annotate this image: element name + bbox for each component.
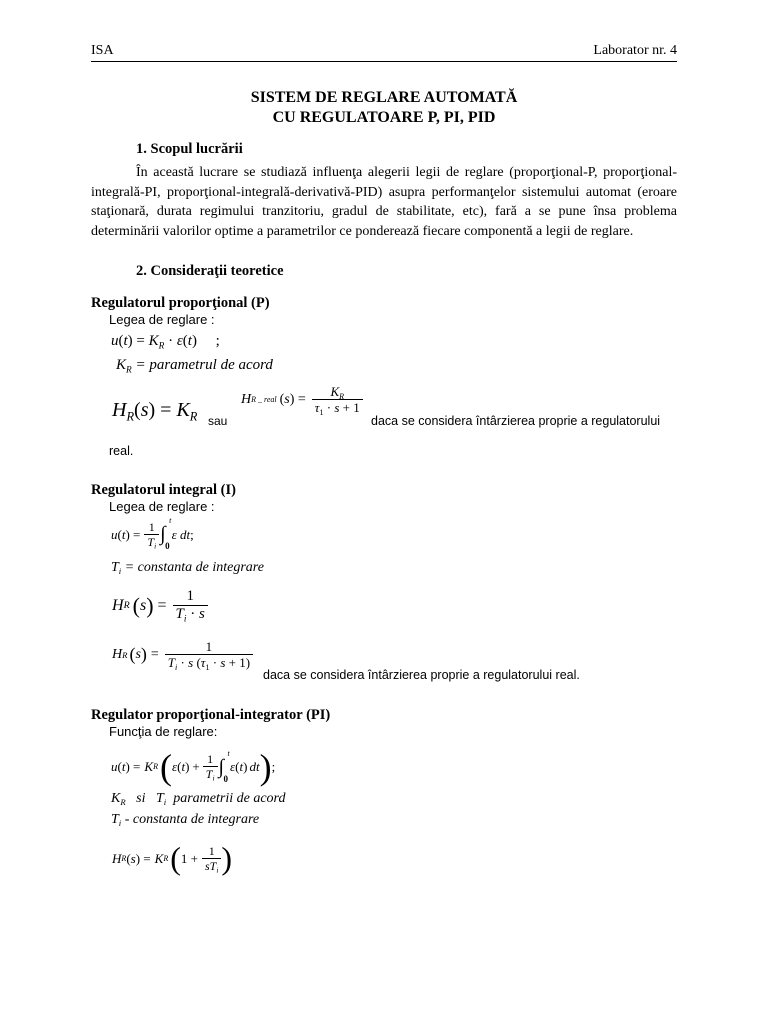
p-kr-description: parametrul de acord xyxy=(149,357,273,373)
pi-regulator-heading: Regulator proporţional-integrator (PI) xyxy=(91,707,331,723)
p-delay-note: daca se considera întârzierea proprie a regulatorului xyxy=(371,414,661,428)
i-real-transfer-function: H R ( s ) = $\frac{1}{T_i \cdot s (\tau_1 \cdot s + 1)}$ xyxy=(112,640,253,669)
pi-si: si xyxy=(136,791,146,806)
header-rule xyxy=(91,61,677,62)
pi-law-label: Funcţia de reglare: xyxy=(109,724,218,739)
document-title-line1: SISTEM DE REGLARE AUTOMATĂ xyxy=(250,89,518,106)
pi-law-equation: u ( t ) = K R ( ε ( t ) + $\frac{1}{T_i}$ ∫ t 0 ε(t) dt ) ; xyxy=(111,747,276,787)
i-delay-note: daca se considera întârzierea proprie a regulatorului real. xyxy=(263,668,580,682)
p-transfer-function: $H_R(s) = K_R$ xyxy=(112,399,198,424)
pi-transfer-function: H R ( s ) = K R ( 1 + $\frac{1}{sT_i}$ ) xyxy=(112,840,233,876)
i-law-label: Legea de reglare : xyxy=(109,499,215,514)
section-heading-scope: 1. Scopul lucrării xyxy=(136,141,243,157)
pi-ti-description: - constanta de integrare xyxy=(124,812,260,827)
p-regulator-heading: Regulatorul proporţional (P) xyxy=(91,295,270,311)
section-paragraph-scope: În această lucrare se studiază influenţa alegerii legii de reglare (proporţional-P, proporţional-integrală-PI, proporţional-integrală-derivativă-PID) asupra performanţelor sistemului automat (eroare staţionară, durata regimului tranzitoriu, gradul de stabilitate, etc), fară a se pune însa problema determinării valorilor optime a parametrilor ce ponderează fiecare componentă a legii de reglare. xyxy=(91,165,677,239)
i-ti-definition: $T_i$ = constanta de integrare xyxy=(111,560,264,577)
i-transfer-function: H R ( s ) = $\frac{1}{T_i \cdot s}$ xyxy=(112,589,208,623)
pi-params-definition: $K_R$ si $T_i$ parametrii de acord xyxy=(111,791,286,808)
p-sau: sau xyxy=(208,414,228,428)
p-delay-note-cont: real. xyxy=(109,444,134,458)
pi-params-description: parametrii de acord xyxy=(173,791,286,806)
i-ti-description: constanta de integrare xyxy=(137,560,264,575)
header-right: Laborator nr. 4 xyxy=(593,43,677,58)
p-law-label: Legea de reglare : xyxy=(109,312,215,327)
pi-ti-definition: $T_i$ - constanta de integrare xyxy=(111,812,260,829)
i-regulator-heading: Regulatorul integral (I) xyxy=(91,482,236,498)
p-law-equation: $u(t) = K_R \cdot \varepsilon(t)$ ; xyxy=(111,333,220,352)
p-real-transfer-function: H R _ real (s) = $\frac{K_R}{\tau_1 \cdot s + 1}$ xyxy=(241,385,363,414)
p-kr-definition: $K_R$ = parametrul de acord xyxy=(116,357,273,376)
i-law-equation: u ( t ) = $\frac{1}{T_i}$ ∫ t 0 ε dt; xyxy=(111,516,194,552)
section-heading-theory: 2. Consideraţii teoretice xyxy=(136,263,284,279)
header-left: ISA xyxy=(91,43,114,58)
document-title-line2: CU REGULATOARE P, PI, PID xyxy=(272,109,496,126)
